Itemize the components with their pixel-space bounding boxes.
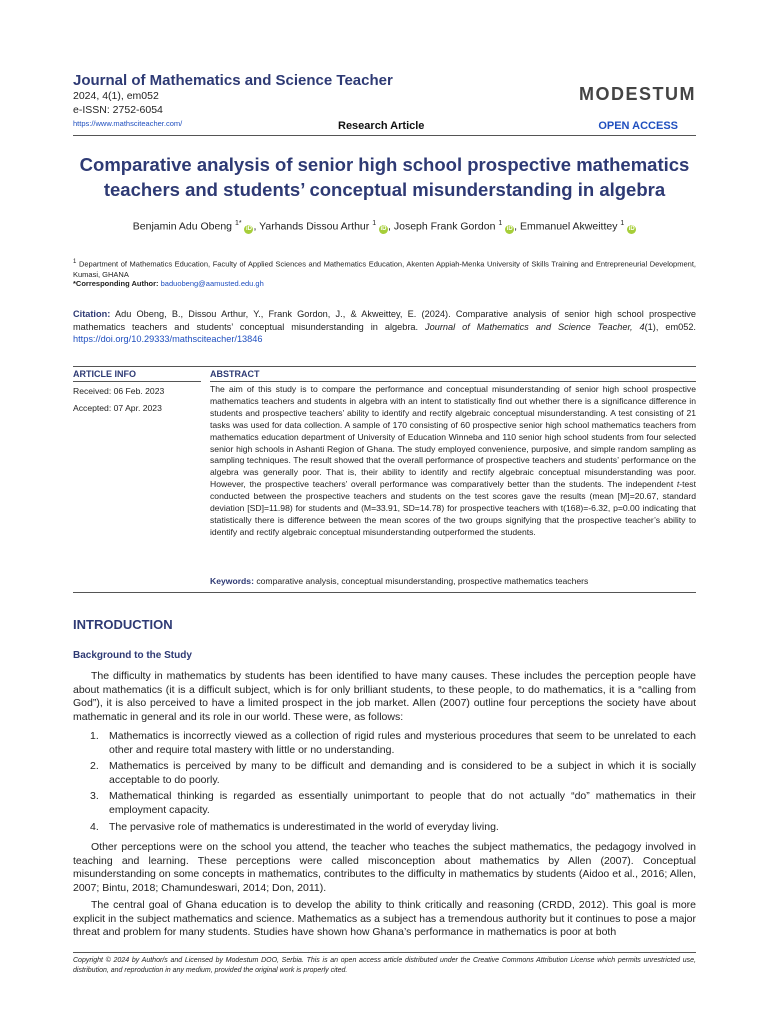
list-item [73, 730, 696, 757]
affiliation-mark: 1 [73, 259, 77, 265]
list-item [73, 821, 696, 835]
affiliation-text: Department of Mathematics Education, Faculty of Applied Sciences and Mathematics Education, Akenten Appiah-Menka University of Skills Training and Entrepreneurial Development, Kumasi, GHANA [73, 259, 696, 279]
divider [73, 366, 696, 367]
author-affiliation-mark: 1 [620, 220, 625, 227]
citation-issue: (1), em052. [644, 321, 696, 332]
orcid-icon[interactable]: iD [380, 225, 387, 232]
abstract-part: The aim of this study is to compare the performance and conceptual misunderstanding of senior high school prospective mathematics teachers and students in algebra with an intent to statistically find out whether there is a significance difference in students and prospective teachers’ ability to identify and rectify algebraic conceptual misunderstanding. A test consisting of 21 tasks was used for data collection. A sample of 170 consisting of 60 prospective senior high school mathematics teachers from mathematics education department of University of Education Winneba and 110 senior high school students from four selected senior high schools in Ashanti Region of Ghana. The study employed convenience, purposive, and simple random sampling as sampling techniques. The result showed that the overall performance of prospective teachers and students’ performance on the algebra was generally poor. That is, their ability to identify and rectify algebraic conceptual misunderstanding was poor. However, the prospective teachers’ overall performance was comparatively better than the students. The independent [210, 384, 696, 490]
journal-url-link[interactable]: https://www.mathsciteacher.com/ [73, 119, 183, 128]
citation-journal: Journal of Mathematics and Science Teacher, 4 [425, 321, 645, 332]
list-number: 1. [90, 730, 99, 742]
author-name: Joseph Frank Gordon [393, 220, 496, 233]
citation-block [73, 308, 696, 346]
orcid-icon[interactable]: iD [628, 225, 635, 232]
keywords-label: Keywords: [210, 576, 254, 586]
section-heading-introduction: INTRODUCTION [73, 617, 173, 632]
corresponding-author [73, 279, 696, 288]
author-list: Benjamin Adu Obeng $^{1*}$ iD , Yarhands Dissou Arthur $^1$ iD , Joseph Frank Gordon $^1$ iD , Emmanuel Akweittey $^1$ iD [132, 220, 635, 233]
abstract-heading: ABSTRACT [210, 369, 260, 379]
corresponding-label: *Corresponding Author: [73, 279, 159, 288]
journal-title[interactable]: Journal of Mathematics and Science Teacher [73, 72, 393, 89]
divider [210, 381, 696, 382]
citation-label: Citation: [73, 309, 111, 319]
footer-divider [73, 952, 696, 953]
body-paragraph: Other perceptions were on the school you attend, the teacher who teaches the subject mathematics, the pedagogy involved in teaching and learning. These perceptions were called misconception about mathematics by Allen (2007). Conceptual misunderstanding on some concepts in mathematics, contributes to the difficulty in mathematics by students (Aidoo et al., 2016; Allen, 2007; Bintu, 2018; Chamundeswari, 2014; Don, 2011). [73, 841, 696, 894]
body-paragraph: The difficulty in mathematics by students has been identified to have many causes. These includes the perception people have about mathematics (it is a difficult subject, which is for only brilliant students, to these people, to do mathematics, it is a “calling from God”), it is also perceived to have a limited prospect in the job market. Allen (2007) outline four perceptions the society have about mathematic in general and its role in our world. These were, as follows: [73, 670, 696, 723]
corresponding-email-link[interactable]: baduobeng@aamusted.edu.gh [160, 279, 264, 288]
author-name: Yarhands Dissou Arthur [259, 220, 370, 233]
article-type: Research Article [338, 120, 425, 132]
volume-line: 2024, 4(1), em052 [73, 90, 159, 102]
issn-line: e-ISSN: 2752-6054 [73, 104, 163, 116]
author-name: Benjamin Adu Obeng [132, 220, 233, 233]
publisher-logo: MODESTUM [579, 84, 696, 104]
list-text: Mathematics is perceived by many to be difficult and demanding and is considered to be a subject in which it is socially acceptable to do poorly. [109, 760, 696, 786]
doi-link[interactable]: https://doi.org/10.29333/mathsciteacher/13846 [73, 334, 263, 344]
perception-list [73, 730, 696, 837]
open-access-badge: OPEN ACCESS [598, 120, 678, 132]
accepted-date: Accepted: 07 Apr. 2023 [73, 403, 162, 413]
keywords-text: comparative analysis, conceptual misunderstanding, prospective mathematics teachers [256, 576, 589, 586]
author-affiliation-mark: 1 [498, 220, 503, 227]
author-name: Emmanuel Akweittey [520, 220, 618, 233]
keywords [210, 576, 696, 586]
list-number: 2. [90, 760, 99, 773]
citation-text: Adu Obeng, B., Dissou Arthur, Y., Frank Gordon, J., & Akweittey, E. (2024). Comparative analysis of senior high school prospective mathematics teachers and students’ conceptual misunderstanding in algebra. [73, 309, 696, 332]
list-text: Mathematics is incorrectly viewed as a collection of rigid rules and mysterious procedures that seem to be unrelated to each other and require total mastery with little or no understanding. [109, 730, 696, 756]
divider [73, 592, 696, 593]
list-number: 4. [90, 820, 99, 833]
list-text: The pervasive role of mathematics is underestimated in the world of everyday living. [109, 820, 499, 833]
article-info-heading: ARTICLE INFO [73, 369, 136, 379]
author-affiliation-mark: 1* [234, 220, 242, 227]
orcid-icon[interactable]: iD [506, 225, 513, 232]
article-info-abstract [73, 366, 696, 594]
article-title: Comparative analysis of senior high school prospective mathematics teachers and students’ conceptual misunderstanding in algebra [79, 154, 690, 200]
journal-header [73, 72, 696, 132]
received-date: Received: 06 Feb. 2023 [73, 386, 165, 396]
subsection-heading: Background to the Study [73, 650, 192, 661]
body-paragraph: The central goal of Ghana education is to develop the ability to think critically and reasoning (CRDD, 2012). This goal is more explicit in the subject mathematics and science. Mathematics as a subject has a tremendous authority but it continues to pose a major threat and problem for many students. Studies have shown how Ghana’s performance in mathematics is poor at both [73, 899, 696, 939]
affiliation [73, 257, 696, 280]
author-affiliation-mark: 1 [372, 220, 377, 227]
abstract-italic-t: t [676, 479, 680, 490]
list-item [73, 760, 696, 787]
orcid-icon[interactable]: iD [245, 225, 252, 232]
list-text: Mathematical thinking is regarded as essentially unimportant to people that do not actually “do” mathematics in their employment capacity. [109, 790, 696, 816]
header-divider [73, 135, 696, 136]
list-number: 3. [90, 790, 99, 803]
divider [73, 381, 201, 382]
copyright-notice: Copyright © 2024 by Author/s and Licensed by Modestum DOO, Serbia. This is an open access article distributed under the Creative Commons Attribution License which permits unrestricted use, distribution, and reproduction in any medium, provided the original work is properly cited. [73, 957, 696, 974]
abstract-part: -test conducted between the prospective teachers and students on the test scores gave the results (mean [M]=20.67, standard deviation [SD]=11.98) for students and (M=33.91, SD=14.78) for prospective teachers with t(168)=-6.32, p=0.00 indicating that statistically there is difference between the mean scores of the two groups signifying that the prospective teacher’s ability to identify and rectify algebraic conceptual misunderstanding outperformed the students. [210, 479, 696, 537]
list-item [73, 790, 696, 817]
abstract-text [210, 384, 696, 539]
